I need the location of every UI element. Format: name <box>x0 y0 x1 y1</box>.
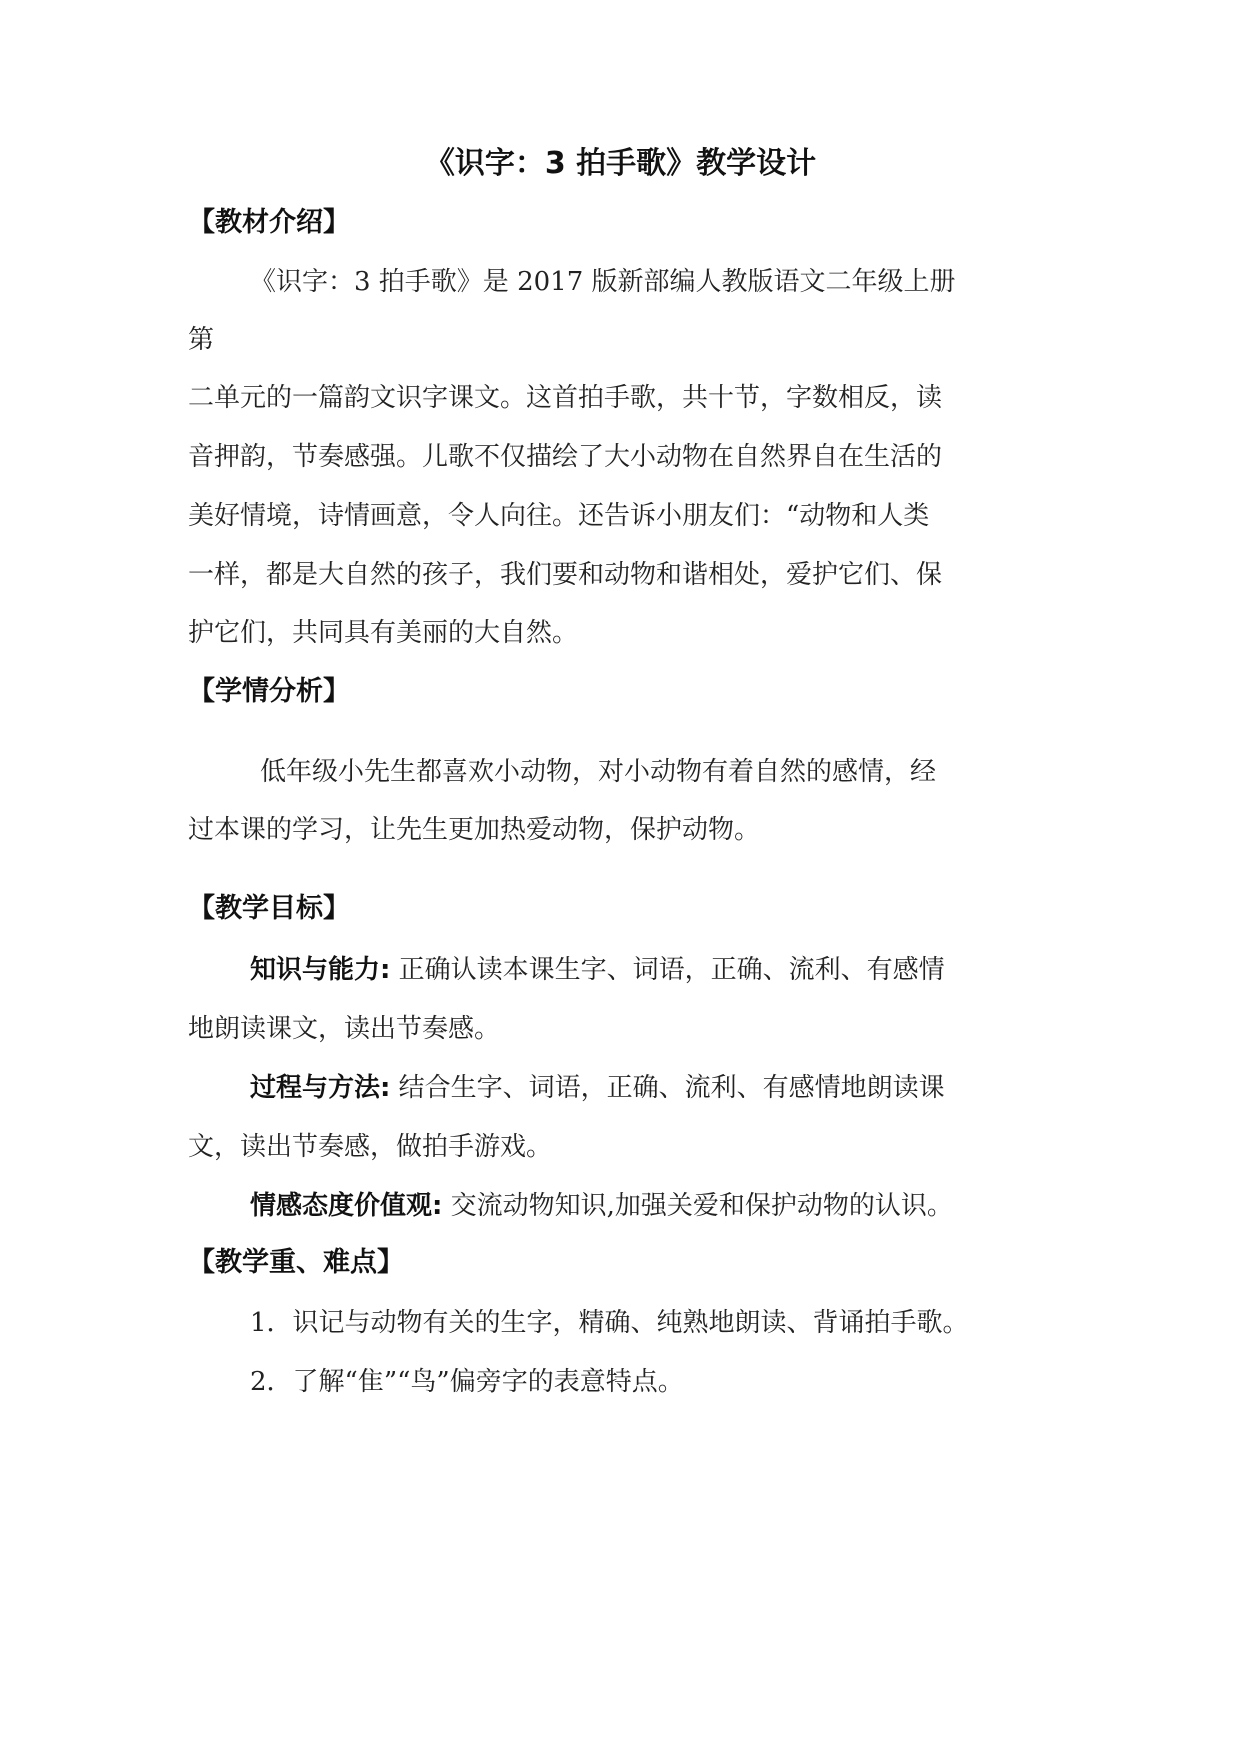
paragraph-line: 美好情境，诗情画意，令人向往。还告诉小朋友们：“动物和人类 <box>188 501 930 531</box>
paragraph-line: 二单元的一篇韵文识字课文。这首拍手歌，共十节，字数相反，读 <box>188 383 943 413</box>
goal-label: 过程与方法: <box>250 1073 391 1103</box>
paragraph-line: 第 <box>188 325 215 355</box>
section-heading-learner-analysis: 【学情分析】 <box>188 676 350 707</box>
goal-text: 正确认读本课生字、词语，正确、流利、有感情 <box>390 955 945 985</box>
paragraph-line: 护它们，共同具有美丽的大自然。 <box>188 618 579 648</box>
goal-label: 情感态度价值观: <box>250 1191 443 1221</box>
paragraph-line: 音押韵，节奏感强。儿歌不仅描绘了大小动物在自然界自在生活的 <box>188 442 943 472</box>
list-item: 1．识记与动物有关的生字，精确、纯熟地朗读、背诵拍手歌。 <box>250 1308 969 1338</box>
goal-text: 交流动物知识,加强关爱和保护动物的认识。 <box>442 1191 953 1221</box>
paragraph-line: 低年级小先生都喜欢小动物，对小动物有着自然的感情，经 <box>260 757 937 787</box>
section-heading-textbook-intro: 【教材介绍】 <box>188 207 350 238</box>
section-heading-key-points: 【教学重、难点】 <box>188 1247 404 1278</box>
goal-text: 结合生字、词语，正确、流利、有感情地朗读课 <box>390 1073 945 1103</box>
goal-values <box>250 1186 953 1226</box>
paragraph-line: 《识字：3 拍手歌》是 2017 版新部编人教版语文二年级上册 <box>250 267 956 297</box>
document-title: 《识字：3 拍手歌》教学设计 <box>424 146 817 181</box>
goal-process <box>250 1068 945 1108</box>
section-heading-teaching-goals: 【教学目标】 <box>188 893 350 924</box>
paragraph-line: 地朗读课文，读出节奏感。 <box>188 1014 501 1044</box>
goal-knowledge <box>250 950 945 990</box>
goal-label: 知识与能力: <box>250 955 391 985</box>
list-item: 2．了解“隹”“鸟”偏旁字的表意特点。 <box>250 1367 684 1397</box>
paragraph-line: 一样，都是大自然的孩子，我们要和动物和谐相处，爱护它们、保 <box>188 560 943 590</box>
paragraph-line: 文，读出节奏感，做拍手游戏。 <box>188 1132 553 1162</box>
paragraph-line: 过本课的学习，让先生更加热爱动物，保护动物。 <box>188 815 761 845</box>
